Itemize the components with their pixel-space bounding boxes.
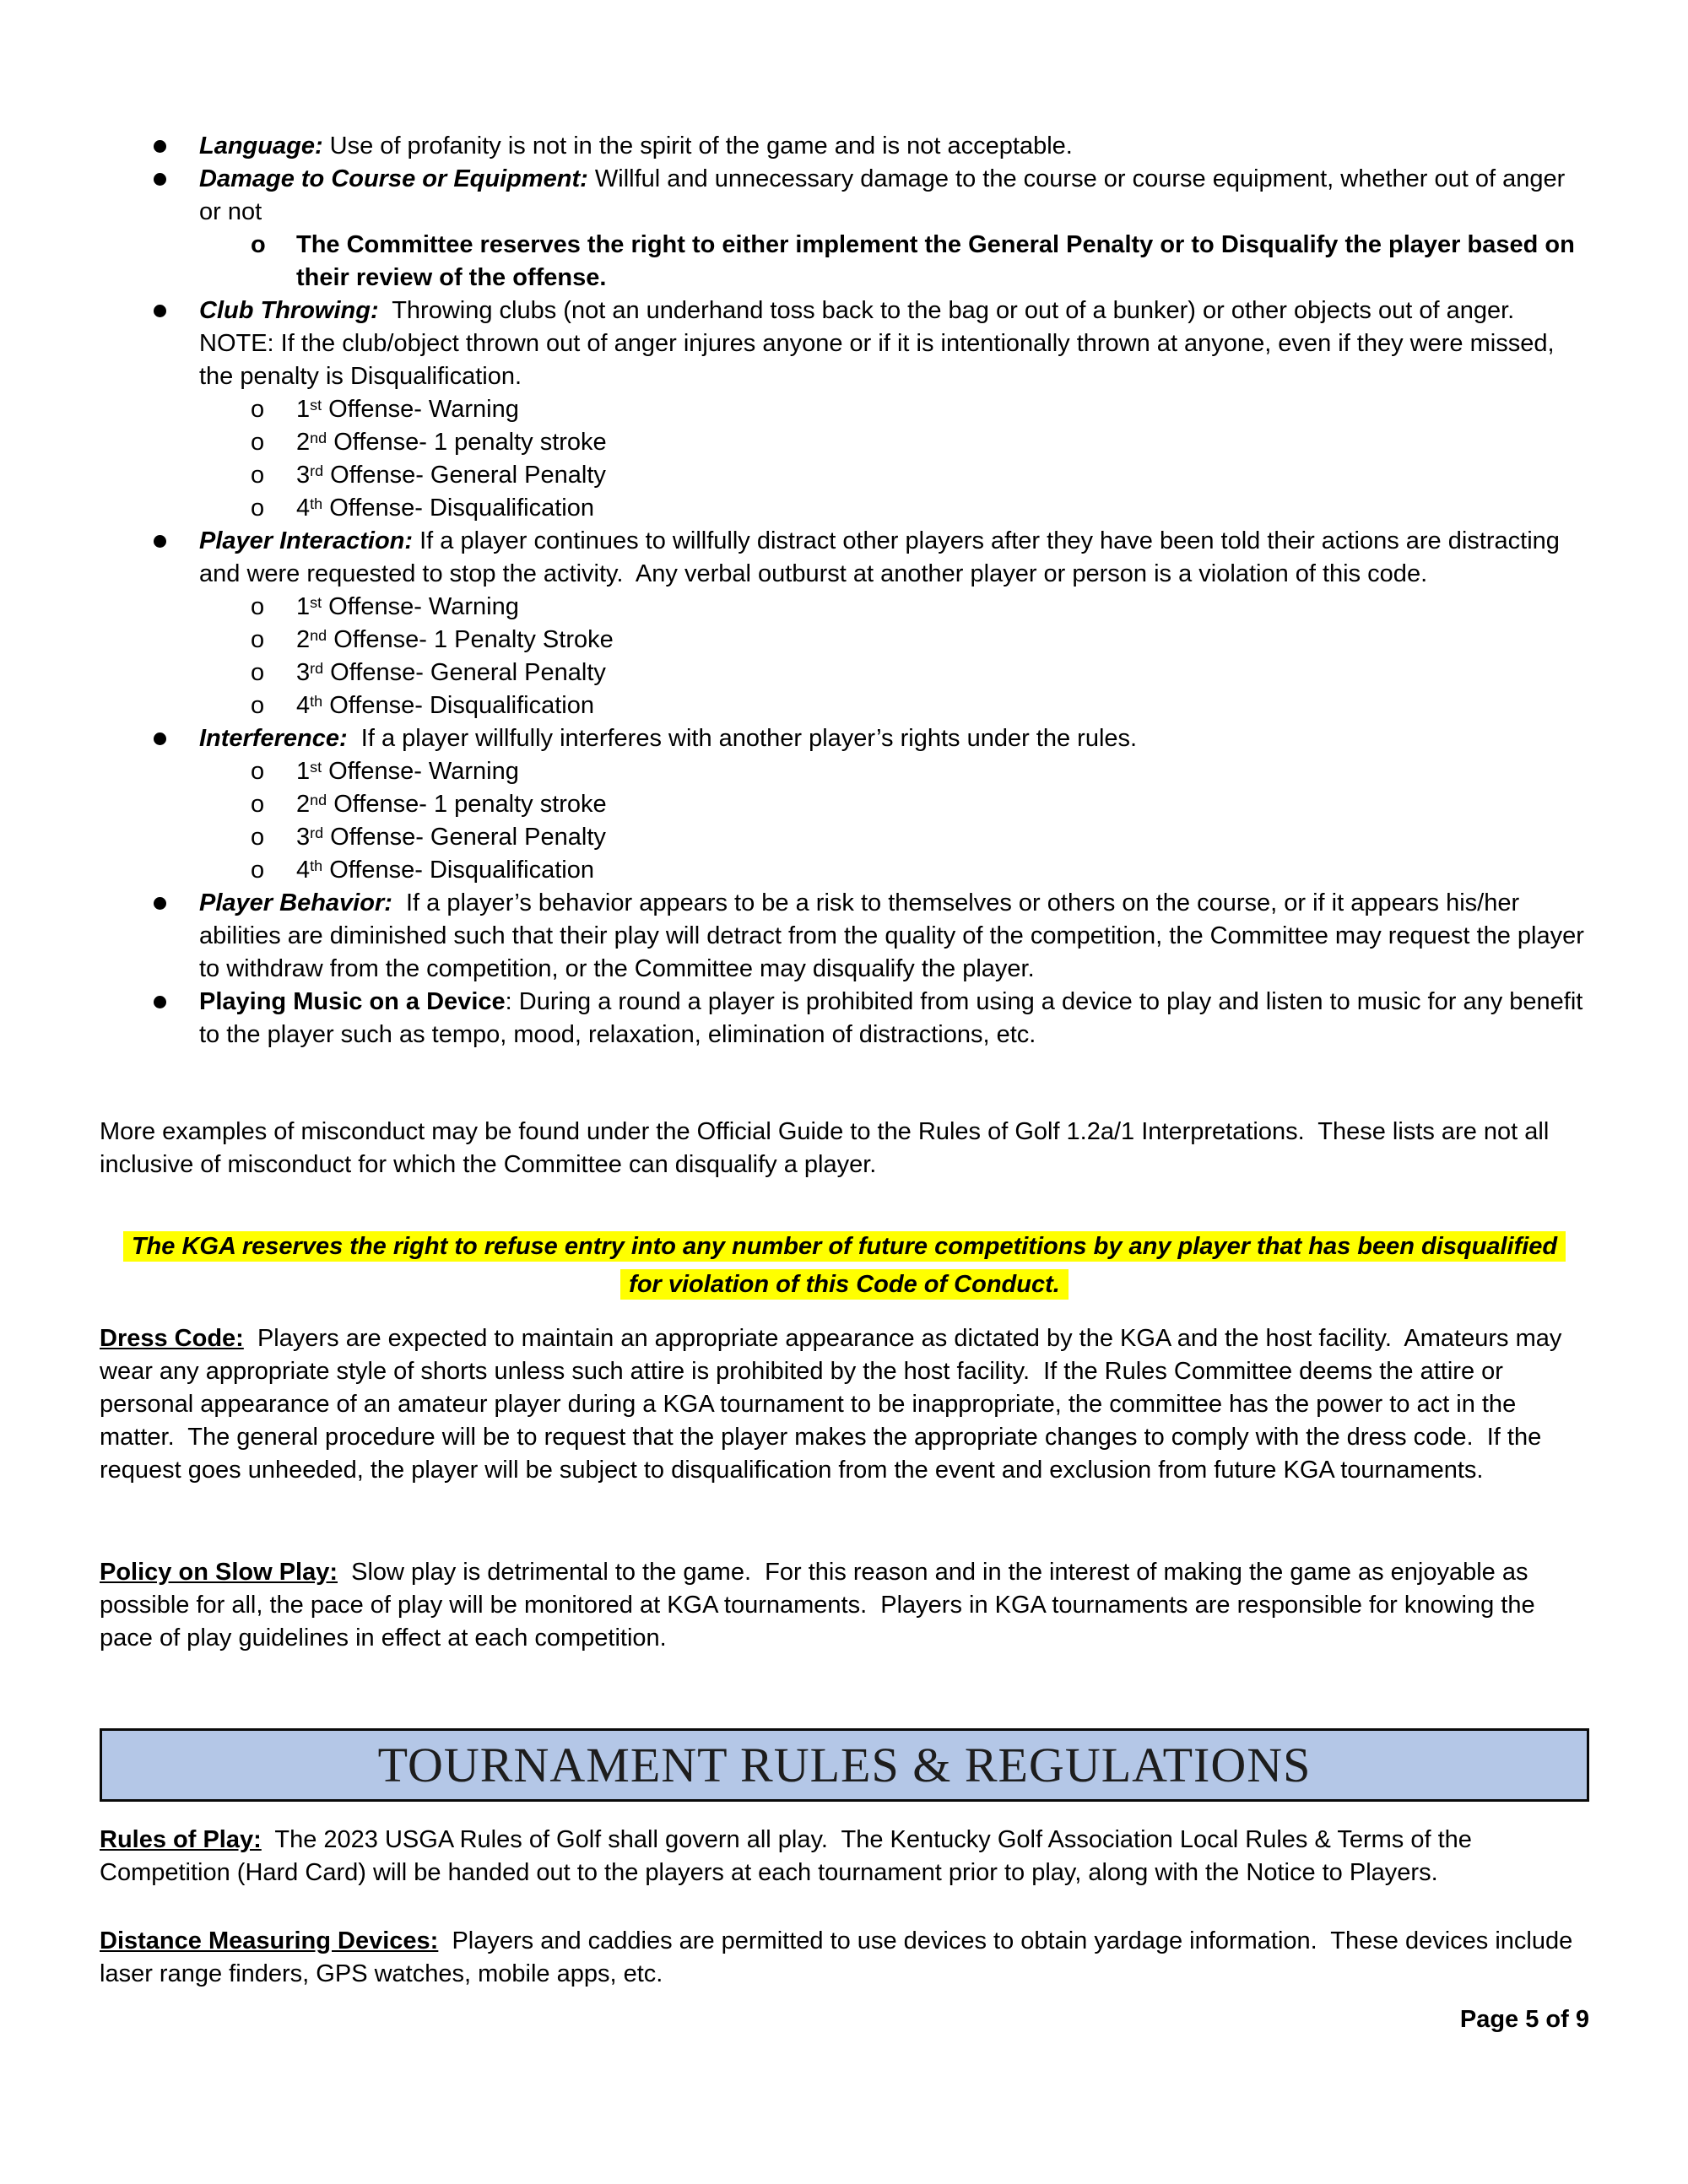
distance-devices-text: Players and caddies are permitted to use devices to obtain yardage information. These devices include laser range finders, GPS watches, mobile apps, etc. [100,1927,1580,1987]
bullet-item-language [100,130,1589,163]
rules-of-play-text: The 2023 USGA Rules of Golf shall govern all play. The Kentucky Golf Association Local Rules & Terms of the Competition (Hard Card) will be handed out to the players at each tournament prior to play, along with the Notice to Players. [100,1826,1479,1886]
bullet-dot-icon [154,140,166,153]
ordinal-suffix: st [310,758,322,776]
bullet-text: If a player continues to willfully distract other players after they have been told their actions are distracting and were requested to stop the activity. Any verbal outburst at another player or person is a violation of this code. [199,527,1566,587]
offense-text: Offense- Disqualification [322,495,594,522]
offense-list [199,393,1589,525]
bullet-item-player-interaction [100,525,1589,722]
offense-item [199,426,1589,459]
distance-devices-paragraph [100,1925,1589,1991]
dress-code-paragraph [100,1322,1589,1487]
slow-play-text: Slow play is detrimental to the game. For this reason and in the interest of making the game as enjoyable as possible for all, the pace of play will be monitored at KGA tournaments. Players in KGA tournaments are responsible for knowing the pace of play guidelines in effect at each competition. [100,1559,1542,1652]
offense-item [199,459,1589,492]
sub-bullet-marker: o [251,857,265,884]
offense-item [199,492,1589,525]
offense-text: Offense- Warning [322,758,519,785]
offense-item [199,624,1589,657]
bullet-label: Player Interaction: [199,527,414,554]
kga-notice-line-1 [100,1228,1589,1266]
bullet-dot-icon [154,173,166,186]
sub-bullet-committee [199,229,1589,295]
sub-bullet-marker: o [251,626,265,653]
ordinal-suffix: rd [310,824,324,841]
slow-play-paragraph [100,1556,1589,1655]
offense-number: 3 [296,462,311,489]
bullet-dot-icon [154,535,166,548]
offense-text: Offense- 1 penalty stroke [327,791,607,818]
offense-list [199,755,1589,887]
offense-list [199,591,1589,722]
bullet-item-club-throwing [100,295,1589,525]
offense-number: 1 [296,593,311,620]
offense-text: Offense- General Penalty [323,659,606,686]
offense-number: 2 [296,791,311,818]
tournament-rules-banner [100,1728,1589,1802]
offense-number: 4 [296,495,311,522]
offense-number: 2 [296,626,311,653]
offense-item [199,657,1589,689]
offense-text: Offense- General Penalty [323,824,606,851]
ordinal-suffix: nd [310,429,327,446]
bullet-text: If a player’s behavior appears to be a risk to themselves or others on the course, or if it appears his/her abilities are diminished such that their play will detract from the quality of the competition, the Committee may request the player to withdraw from the competition, or the Committee may disqualify the player. [199,889,1591,982]
offense-number: 3 [296,824,311,851]
sub-bullet-marker: o [251,429,265,456]
offense-text: Offense- 1 penalty stroke [327,429,607,456]
sub-bullet-marker: o [251,396,265,423]
distance-devices-heading: Distance Measuring Devices: [100,1927,439,1954]
ordinal-suffix: th [310,857,323,874]
offense-text: Offense- Warning [322,396,519,423]
bullet-dot-icon [154,733,166,745]
sub-bullet-marker: o [251,824,265,851]
offense-item [199,854,1589,887]
sub-bullet-marker: o [251,791,265,818]
offense-number: 3 [296,659,311,686]
sub-bullet-marker: o [251,462,265,489]
bullet-text: Willful and unnecessary damage to the course or course equipment, whether out of anger or not [199,165,1572,225]
offense-number: 1 [296,758,311,785]
kga-notice-line-2 [100,1266,1589,1304]
offense-item [199,591,1589,624]
bullet-text: : During a round a player is prohibited from using a device to play and listen to music for any benefit to the player such as tempo, mood, relaxation, elimination of distractions, etc. [199,988,1590,1048]
offense-item [199,755,1589,788]
ordinal-suffix: th [310,495,323,512]
rules-of-play-paragraph [100,1824,1589,1889]
bullet-item-player-behavior [100,887,1589,986]
ordinal-suffix: th [310,692,323,710]
sub-bullet-marker: o [251,231,266,258]
bullet-dot-icon [154,897,166,910]
offense-item [199,689,1589,722]
offense-item [199,788,1589,821]
bullet-item-interference [100,722,1589,887]
bullet-label: Language: [199,132,323,159]
sub-bullet-list [199,229,1589,295]
kga-notice-block [100,1228,1589,1304]
bullet-item-damage [100,163,1589,295]
offense-item [199,821,1589,854]
offense-text: Offense- General Penalty [323,462,606,489]
offense-number: 2 [296,429,311,456]
sub-bullet-marker: o [251,692,265,719]
sub-bullet-marker: o [251,758,265,785]
slow-play-heading: Policy on Slow Play: [100,1559,338,1586]
bullet-dot-icon [154,305,166,317]
ordinal-suffix: nd [310,791,327,808]
ordinal-suffix: rd [310,462,324,479]
dress-code-heading: Dress Code: [100,1325,244,1352]
bullet-label: Damage to Course or Equipment: [199,165,588,192]
sub-bullet-marker: o [251,593,265,620]
offense-number: 4 [296,692,311,719]
conduct-bullet-list [100,130,1589,1051]
ordinal-suffix: st [310,593,322,611]
rules-of-play-heading: Rules of Play: [100,1826,262,1853]
ordinal-suffix: st [310,396,322,414]
bullet-label: Club Throwing: [199,297,379,324]
bullet-text: Use of profanity is not in the spirit of the game and is not acceptable. [322,132,1073,159]
page-number: Page 5 of 9 [1459,2006,1589,2033]
offense-text: Offense- 1 Penalty Stroke [327,626,614,653]
bullet-text: Throwing clubs (not an underhand toss back to the bag or out of a bunker) or other objects out of anger. NOTE: If the club/object thrown out of anger injures anyone or if it is intentionally thrown at anyone, even if they were missed, the penalty is Disqualification. [199,297,1561,390]
highlighted-text: The KGA reserves the right to refuse entry into any number of future competitions by any player that has been disqualified [123,1231,1566,1262]
bullet-dot-icon [154,996,166,1008]
offense-text: Offense- Disqualification [322,857,594,884]
more-examples-paragraph: More examples of misconduct may be found under the Official Guide to the Rules of Golf 1.2a/1 Interpretations. These lists are not all inclusive of misconduct for which the Committee can disqualify a player. [100,1118,1556,1178]
dress-code-text: Players are expected to maintain an appropriate appearance as dictated by the KGA and the host facility. Amateurs may wear any appropriate style of shorts unless such attire is prohibited by the host facility. If the Rules Committee deems the attire or personal appearance of an amateur player during a KGA tournament to be inappropriate, the committee has the power to act in the matter. The general procedure will be to request that the player makes the appropriate changes to comply with the dress code. If the request goes unheeded, the player will be subject to disqualification from the event and exclusion from future KGA tournaments. [100,1325,1569,1484]
banner-title: TOURNAMENT RULES & REGULATIONS [377,1737,1312,1792]
bullet-text: If a player willfully interferes with another player’s rights under the rules. [347,725,1138,752]
sub-bullet-text: The Committee reserves the right to either implement the General Penalty or to Disqualify the player based on their review of the offense. [296,231,1582,291]
ordinal-suffix: nd [310,626,327,644]
offense-item [199,393,1589,426]
offense-text: Offense- Warning [322,593,519,620]
bullet-label: Player Behavior: [199,889,392,916]
offense-number: 4 [296,857,311,884]
offense-text: Offense- Disqualification [322,692,594,719]
ordinal-suffix: rd [310,659,324,677]
bullet-item-playing-music [100,986,1589,1051]
sub-bullet-marker: o [251,495,265,522]
offense-number: 1 [296,396,311,423]
sub-bullet-marker: o [251,659,265,686]
bullet-label: Playing Music on a Device [199,988,506,1015]
highlighted-text: for violation of this Code of Conduct. [620,1269,1069,1300]
bullet-label: Interference: [199,725,348,752]
